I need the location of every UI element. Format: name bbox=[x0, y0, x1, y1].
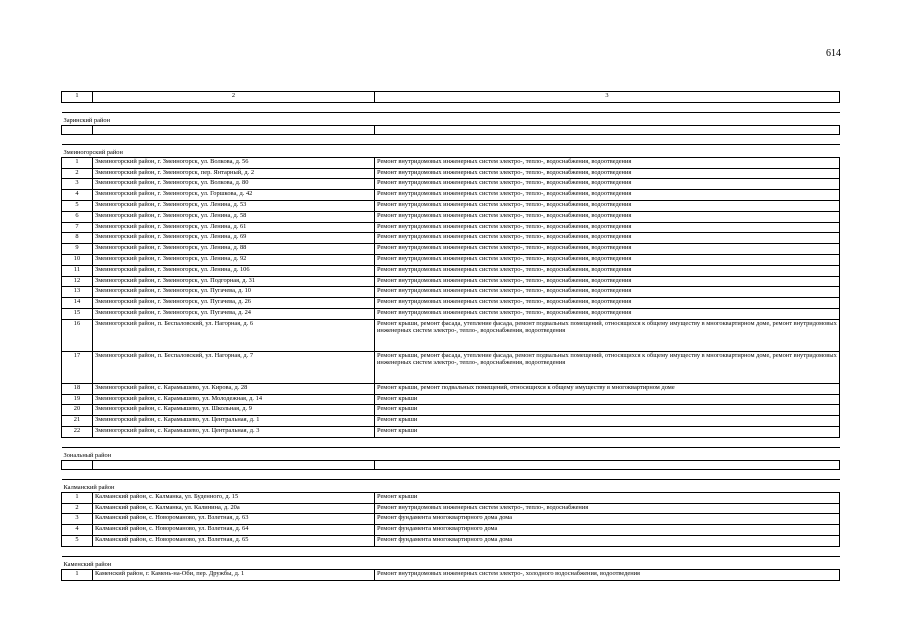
row-number: 13 bbox=[62, 287, 93, 298]
header-row bbox=[62, 92, 840, 103]
row-address: Змеиногорский район, с. Карамышево, ул. Центральная, д. 3 bbox=[93, 426, 375, 437]
row-work-type: Ремонт внутридомовых инженерных систем электро-, тепло-, водоснабжения, водоотведения bbox=[375, 244, 840, 255]
table-row bbox=[62, 394, 840, 405]
table-row bbox=[62, 179, 840, 190]
table-row bbox=[62, 503, 840, 514]
row-number: 12 bbox=[62, 276, 93, 287]
row-work-type: Ремонт внутридомовых инженерных систем электро-, тепло-, водоснабжения, водоотведения bbox=[375, 200, 840, 211]
spacer-cell bbox=[62, 134, 840, 144]
row-address: Змеиногорский район, г. Змеиногорск, ул. Ленина, д. 69 bbox=[93, 233, 375, 244]
empty-row bbox=[62, 460, 840, 469]
row-work-type: Ремонт крыши, ремонт фасада, утепление фасада, ремонт подвальных помещений, относящихся к общему имуществу в многоквартирном доме, ремонт внутридомовых инженерных систем электро-, тепло-, водоснабжения, водоотведения bbox=[375, 319, 840, 351]
row-number: 21 bbox=[62, 416, 93, 427]
empty-row bbox=[62, 125, 840, 134]
row-work-type: Ремонт внутридомовых инженерных систем электро-, тепло-, водоснабжения, водоотведения bbox=[375, 179, 840, 190]
row-address: Калманский район, с. Калманка, ул. Калинина, д. 20а bbox=[93, 503, 375, 514]
row-work-type: Ремонт внутридомовых инженерных систем электро-, тепло-, водоснабжения, водоотведения bbox=[375, 308, 840, 319]
row-work-type: Ремонт крыши bbox=[375, 426, 840, 437]
spacer-cell bbox=[62, 102, 840, 112]
row-address: Змеиногорский район, г. Змеиногорск, ул. Горшкова, д. 42 bbox=[93, 190, 375, 201]
table-row bbox=[62, 157, 840, 168]
row-address: Змеиногорский район, г. Змеиногорск, ул. Ленина, д. 88 bbox=[93, 244, 375, 255]
row-number: 3 bbox=[62, 514, 93, 525]
row-number: 1 bbox=[62, 492, 93, 503]
district-heading-row bbox=[62, 447, 840, 460]
row-address: Калманский район, с. Калманка, ул. Буденного, д. 15 bbox=[93, 492, 375, 503]
table-row bbox=[62, 254, 840, 265]
row-work-type: Ремонт внутридомовых инженерных систем электро-, тепло-, водоснабжения, водоотведения bbox=[375, 233, 840, 244]
row-number: 4 bbox=[62, 190, 93, 201]
row-number: 4 bbox=[62, 525, 93, 536]
district-name: Каменский район bbox=[63, 561, 112, 569]
row-number: 8 bbox=[62, 233, 93, 244]
table-row bbox=[62, 233, 840, 244]
spacer-cell bbox=[62, 546, 840, 556]
row-number: 2 bbox=[62, 503, 93, 514]
row-number: 18 bbox=[62, 383, 93, 394]
table-row bbox=[62, 308, 840, 319]
row-number: 19 bbox=[62, 394, 93, 405]
row-address: Змеиногорский район, п. Беспаловский, ул. Нагорная, д. 7 bbox=[93, 351, 375, 383]
row-work-type: Ремонт фундамента многоквартирного дома дома bbox=[375, 514, 840, 525]
row-address: Змеиногорский район, г. Змеиногорск, ул. Ленина, д. 53 bbox=[93, 200, 375, 211]
spacer-row bbox=[62, 437, 840, 447]
row-work-type: Ремонт фундамента многоквартирного дома bbox=[375, 525, 840, 536]
page-number: 614 bbox=[826, 48, 841, 59]
row-address: Каменский район, г. Камень-на-Оби, пер. Дружбы, д. 1 bbox=[93, 569, 375, 580]
row-work-type: Ремонт внутридомовых инженерных систем электро-, тепло-, водоснабжения, водоотведения bbox=[375, 190, 840, 201]
empty-cell bbox=[375, 460, 840, 469]
row-number: 22 bbox=[62, 426, 93, 437]
spacer-cell bbox=[62, 437, 840, 447]
row-address: Змеиногорский район, г. Змеиногорск, ул. Волкова, д. 80 bbox=[93, 179, 375, 190]
row-address: Змеиногорский район, с. Карамышево, ул. Центральная, д. 1 bbox=[93, 416, 375, 427]
row-number: 11 bbox=[62, 265, 93, 276]
row-number: 17 bbox=[62, 351, 93, 383]
row-address: Змеиногорский район, г. Змеиногорск, ул. Пугачева, д. 10 bbox=[93, 287, 375, 298]
row-number: 9 bbox=[62, 244, 93, 255]
row-work-type: Ремонт внутридомовых инженерных систем электро-, тепло-, водоснабжения bbox=[375, 503, 840, 514]
row-number: 20 bbox=[62, 405, 93, 416]
row-number: 6 bbox=[62, 211, 93, 222]
row-number: 1 bbox=[62, 157, 93, 168]
row-work-type: Ремонт внутридомовых инженерных систем электро-, тепло-, водоснабжения, водоотведения bbox=[375, 298, 840, 309]
district-name: Заринский район bbox=[63, 117, 111, 125]
row-address: Змеиногорский район, с. Карамышево, ул. Школьная, д. 9 bbox=[93, 405, 375, 416]
empty-cell bbox=[93, 125, 375, 134]
table-row bbox=[62, 319, 840, 351]
row-work-type: Ремонт внутридомовых инженерных систем электро-, тепло-, водоснабжения, водоотведения bbox=[375, 287, 840, 298]
row-address: Змеиногорский район, п. Беспаловский, ул. Нагорная, д. 6 bbox=[93, 319, 375, 351]
table-row bbox=[62, 190, 840, 201]
row-address: Змеиногорский район, г. Змеиногорск, ул. Пугачева, д. 24 bbox=[93, 308, 375, 319]
row-work-type: Ремонт внутридомовых инженерных систем электро-, тепло-, водоснабжения, водоотведения bbox=[375, 222, 840, 233]
column-header-work: 3 bbox=[375, 92, 840, 103]
empty-cell bbox=[93, 460, 375, 469]
row-number: 3 bbox=[62, 179, 93, 190]
spacer-row bbox=[62, 134, 840, 144]
row-address: Змеиногорский район, г. Змеиногорск, ул. Ленина, д. 61 bbox=[93, 222, 375, 233]
row-work-type: Ремонт крыши bbox=[375, 405, 840, 416]
row-number: 7 bbox=[62, 222, 93, 233]
row-work-type: Ремонт внутридомовых инженерных систем электро-, тепло-, водоснабжения, водоотведения bbox=[375, 211, 840, 222]
row-work-type: Ремонт фундамента многоквартирного дома дома bbox=[375, 535, 840, 546]
district-heading-row bbox=[62, 112, 840, 125]
column-header-number: 1 bbox=[62, 92, 93, 103]
row-number: 1 bbox=[62, 569, 93, 580]
spacer-cell bbox=[62, 469, 840, 479]
table-row bbox=[62, 535, 840, 546]
district-name: Змеиногорский район bbox=[63, 149, 123, 157]
row-number: 14 bbox=[62, 298, 93, 309]
row-address: Змеиногорский район, г. Змеиногорск, ул. Пугачева, д. 26 bbox=[93, 298, 375, 309]
table-row bbox=[62, 569, 840, 580]
row-work-type: Ремонт крыши, ремонт фасада, утепление фасада, ремонт подвальных помещений, относящихся к общему имуществу в многоквартирном доме, ремонт внутридомовых инженерных систем электро-, тепло-, водоснабжения, водоотведения bbox=[375, 351, 840, 383]
empty-cell bbox=[62, 460, 93, 469]
table-row bbox=[62, 168, 840, 179]
spacer-row bbox=[62, 102, 840, 112]
row-address: Змеиногорский район, г. Змеиногорск, ул. Волкова, д. 56 bbox=[93, 157, 375, 168]
column-header-address: 2 bbox=[93, 92, 375, 103]
table-row bbox=[62, 426, 840, 437]
table-row bbox=[62, 200, 840, 211]
row-work-type: Ремонт внутридомовых инженерных систем электро-, тепло-, водоснабжения, водоотведения bbox=[375, 265, 840, 276]
row-work-type: Ремонт внутридомовых инженерных систем электро-, холодного водоснабжения, водоотведения bbox=[375, 569, 840, 580]
table-row bbox=[62, 492, 840, 503]
spacer-row bbox=[62, 469, 840, 479]
table-row bbox=[62, 514, 840, 525]
row-number: 5 bbox=[62, 535, 93, 546]
row-number: 2 bbox=[62, 168, 93, 179]
empty-cell bbox=[375, 125, 840, 134]
row-address: Змеиногорский район, г. Змеиногорск, ул. Подгорная, д. 31 bbox=[93, 276, 375, 287]
table-row bbox=[62, 244, 840, 255]
table-body bbox=[62, 92, 840, 581]
table-row bbox=[62, 265, 840, 276]
table-row bbox=[62, 211, 840, 222]
row-address: Змеиногорский район, г. Змеиногорск, пер. Янтарный, д. 2 bbox=[93, 168, 375, 179]
row-work-type: Ремонт внутридомовых инженерных систем электро-, тепло-, водоснабжения, водоотведения bbox=[375, 254, 840, 265]
row-work-type: Ремонт крыши bbox=[375, 416, 840, 427]
row-work-type: Ремонт внутридомовых инженерных систем электро-, тепло-, водоснабжения, водоотведения bbox=[375, 276, 840, 287]
district-name: Калманский район bbox=[63, 484, 115, 492]
row-address: Калманский район, с. Новороманово, ул. Взлетная, д. 65 bbox=[93, 535, 375, 546]
row-address: Змеиногорский район, с. Карамышево, ул. Кирова, д. 28 bbox=[93, 383, 375, 394]
spacer-row bbox=[62, 546, 840, 556]
row-number: 16 bbox=[62, 319, 93, 351]
row-address: Калманский район, с. Новороманово, ул. Взлетная, д. 63 bbox=[93, 514, 375, 525]
district-heading-row bbox=[62, 479, 840, 492]
district-name: Зональный район bbox=[63, 452, 112, 460]
row-work-type: Ремонт крыши bbox=[375, 394, 840, 405]
row-number: 15 bbox=[62, 308, 93, 319]
district-heading-row bbox=[62, 556, 840, 569]
table-row bbox=[62, 383, 840, 394]
row-work-type: Ремонт крыши bbox=[375, 492, 840, 503]
capital-repair-table bbox=[61, 91, 840, 581]
row-address: Змеиногорский район, с. Карамышево, ул. Молодежная, д. 14 bbox=[93, 394, 375, 405]
table-row bbox=[62, 351, 840, 383]
table-row bbox=[62, 222, 840, 233]
empty-cell bbox=[62, 125, 93, 134]
district-heading-row bbox=[62, 144, 840, 157]
table-row bbox=[62, 416, 840, 427]
row-work-type: Ремонт внутридомовых инженерных систем электро-, тепло-, водоснабжения, водоотведения bbox=[375, 168, 840, 179]
table-row bbox=[62, 276, 840, 287]
table-row bbox=[62, 298, 840, 309]
row-address: Змеиногорский район, г. Змеиногорск, ул. Ленина, д. 106 bbox=[93, 265, 375, 276]
table-row bbox=[62, 405, 840, 416]
row-address: Змеиногорский район, г. Змеиногорск, ул. Ленина, д. 92 bbox=[93, 254, 375, 265]
row-work-type: Ремонт крыши, ремонт подвальных помещений, относящихся к общему имуществу в многоквартирном доме bbox=[375, 383, 840, 394]
row-work-type: Ремонт внутридомовых инженерных систем электро-, тепло-, водоснабжения, водоотведения bbox=[375, 157, 840, 168]
table-row bbox=[62, 287, 840, 298]
row-number: 10 bbox=[62, 254, 93, 265]
row-number: 5 bbox=[62, 200, 93, 211]
row-address: Змеиногорский район, г. Змеиногорск, ул. Ленина, д. 58 bbox=[93, 211, 375, 222]
row-address: Калманский район, с. Новороманово, ул. Взлетная, д. 64 bbox=[93, 525, 375, 536]
table-row bbox=[62, 525, 840, 536]
